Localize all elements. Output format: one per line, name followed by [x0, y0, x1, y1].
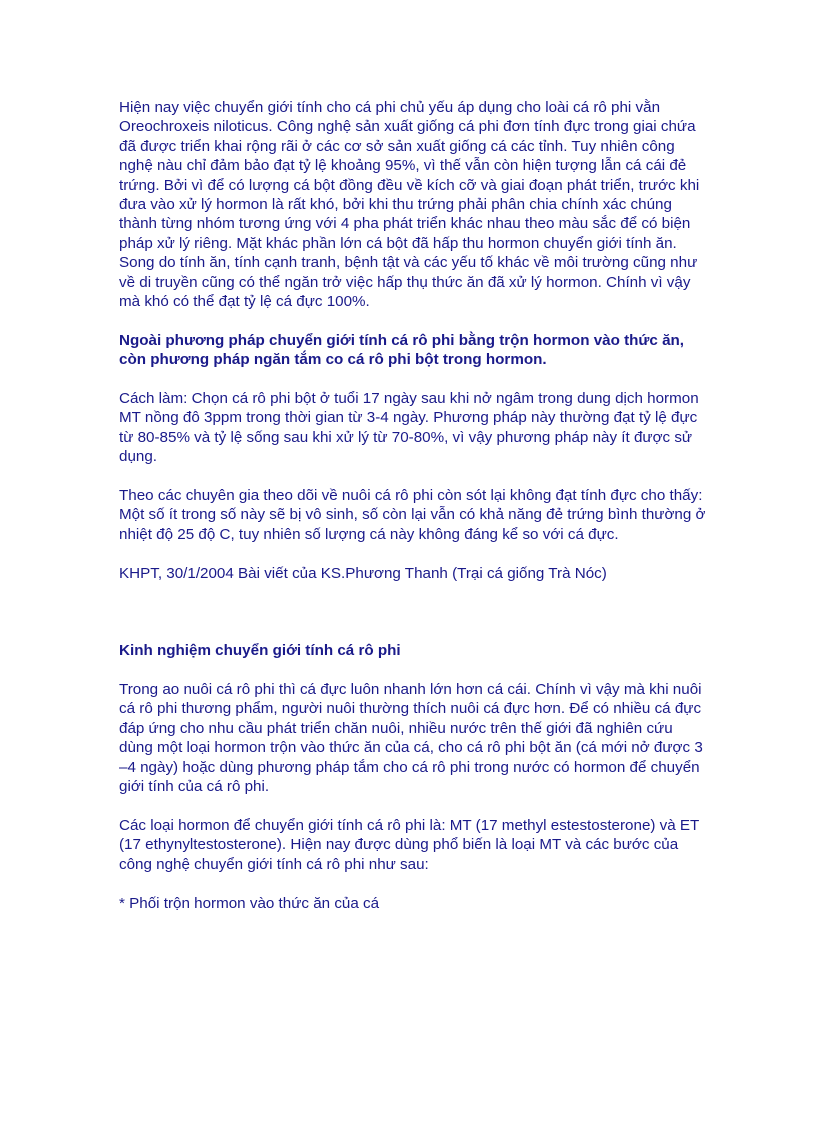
paragraph-mixing: * Phối trộn hormon vào thức ăn của cá: [119, 894, 380, 912]
paragraph-experts: Theo các chuyên gia theo dõi về nuôi cá rô phi còn sót lại không đạt tính đực cho thấy: Một số ít trong số này sẽ bị vô sinh, số còn lại vẫn có khả năng đẻ trứng bình thường ở nhiệt độ 25 độ C, tuy nhiên số lượng cá này không đáng kể so với cá đực.: [119, 487, 706, 543]
paragraph-pond: Trong ao nuôi cá rô phi thì cá đực luôn nhanh lớn hơn cá cái. Chính vì vậy mà khi nuôi cá rô phi thương phẩm, người nuôi thường thích nuôi cá đực hơn. Để có nhiều cá đực đáp ứng cho nhu cầu phát triển chăn nuôi, nhiều nước trên thế giới đã nghiên cứu dùng một loại hormon trộn vào thức ăn của cá, cho cá rô phi bột ăn (cá mới nở được 3 –4 ngày) hoặc dùng phương pháp tắm cho cá rô phi trong nước có hormon để chuyển giới tính của cá rô phi.: [119, 681, 703, 796]
paragraph-intro: Hiện nay việc chuyển giới tính cho cá phi chủ yếu áp dụng cho loài cá rô phi vằn Oreochroxeis niloticus. Công nghệ sản xuất giống cá phi đơn tính đực trong giai chứa đã được triển khai rộng rãi ở các cơ sở sản xuất giống cá các tỉnh. Tuy nhiên công nghệ nàu chỉ đảm bảo đạt tỷ lệ khoảng 95%, vì thế vẫn còn hiện tượng lẫn cá cái đẻ trứng. Bởi vì để có lượng cá bột đồng đều về kích cỡ và giai đoạn phát triển, trước khi đưa vào xử lý hormon là rất khó, bởi khi thu trứng phải phân chia chính xác chúng thành từng nhóm tương ứng với 4 pha phát triển khác nhau theo màu sắc để có biện pháp xử lý riêng. Mặt khác phần lớn cá bột đã hấp thu hormon chuyển giới tính ăn. Song do tính ăn, tính cạnh tranh, bệnh tật và các yếu tố khác về môi trường cũng như về di truyền cũng có thể ngăn trở việc hấp thụ thức ăn đã xử lý hormon. Chính vì vậy mà khó có thể đạt tỷ lệ cá đực 100%.: [119, 99, 700, 311]
heading-alternative-method: Ngoài phương pháp chuyển giới tính cá rô phi bằng trộn hormon vào thức ăn, còn phương pháp ngăn tắm co cá rô phi bột trong hormon.: [119, 331, 685, 369]
paragraph-source: KHPT, 30/1/2004 Bài viết của KS.Phương Thanh (Trại cá giống Trà Nóc): [119, 564, 607, 582]
paragraph-method: Cách làm: Chọn cá rô phi bột ở tuổi 17 ngày sau khi nở ngâm trong dung dịch hormon MT nồng đô 3ppm trong thời gian từ 3-4 ngày. Phương pháp này thường đạt tỷ lệ đực từ 80-85% và tỷ lệ sống sau khi xử lý từ 70-80%, vì vậy phương pháp này ít được sử dụng.: [119, 390, 699, 466]
paragraph-hormones: Các loại hormon để chuyển giới tính cá rô phi là: MT (17 methyl estestosterone) và ET (17 ethynyltestosterone). Hiện nay được dùng phổ biến là loại MT và các bước của công nghệ chuyển giới tính cá rô phi như sau:: [119, 816, 700, 873]
heading-experience: Kinh nghiệm chuyển giới tính cá rô phi: [119, 642, 401, 660]
section-spacer: [119, 602, 709, 641]
document-page: [119, 98, 709, 932]
